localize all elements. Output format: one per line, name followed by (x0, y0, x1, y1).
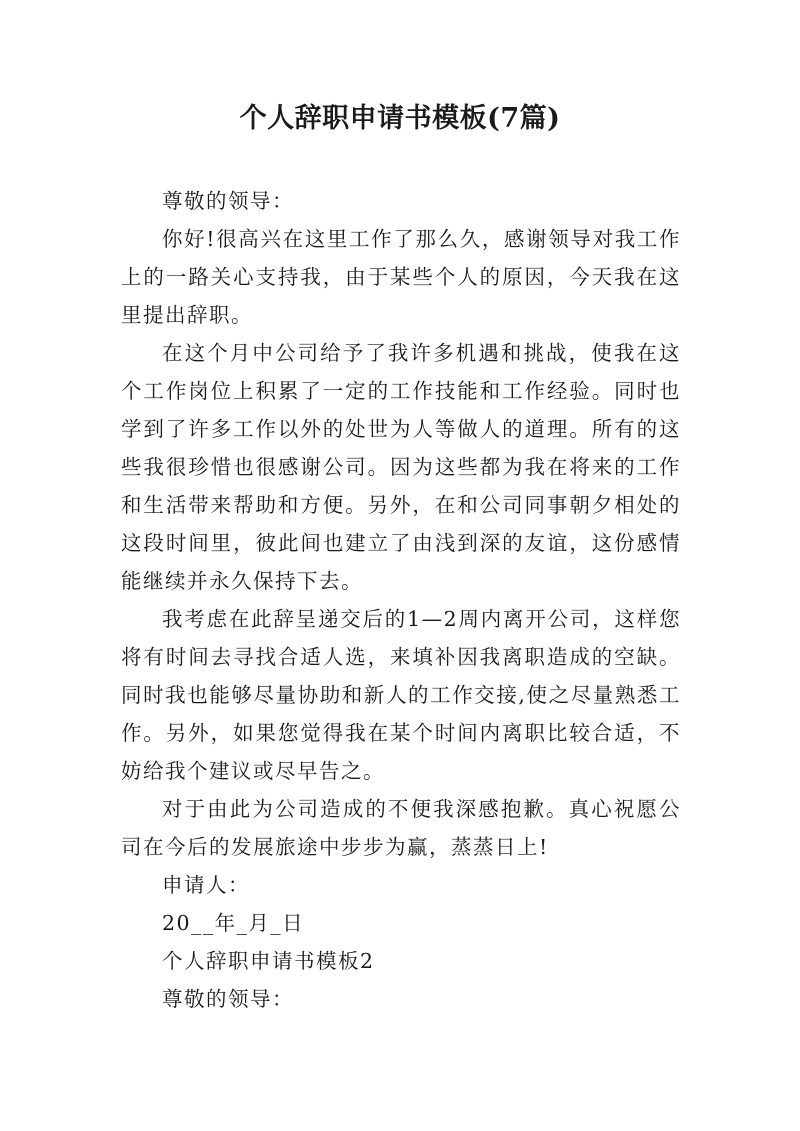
signature-date: 20__年_月_日 (162, 911, 305, 935)
salutation: 尊敬的领导： (162, 189, 294, 213)
body-paragraph-handover: 我考虑在此辞呈递交后的1—2周内离开公司，这样您将有时间去寻找合适人选，来填补因我离职造成的空缺。同时我也能够尽量协助和新人的工作交接,使之尽量熟悉工作。另外，如果您觉得我在某个时间内离职比较合适，不妨给我个建议或尽早告之。 (121, 607, 681, 783)
document-body (121, 182, 681, 1018)
section-heading-template-2: 个人辞职申请书模板2 (162, 949, 375, 973)
body-paragraph-greeting: 你好!很高兴在这里工作了那么久，感谢领导对我工作上的一路关心支持我，由于某些个人的原因，今天我在这里提出辞职。 (121, 227, 681, 327)
document-title: 个人辞职申请书模板(7篇) (239, 103, 561, 134)
body-paragraph-gratitude: 在这个月中公司给予了我许多机遇和挑战，使我在这个工作岗位上积累了一定的工作技能和工作经验。同时也学到了许多工作以外的处世为人等做人的道理。所有的这些我很珍惜也很感谢公司。因为这些都为我在将来的工作和生活带来帮助和方便。另外，在和公司同事朝夕相处的这段时间里，彼此间也建立了由浅到深的友谊，这份感情能继续并永久保持下去。 (121, 341, 681, 593)
body-paragraph-closing: 对于由此为公司造成的不便我深感抱歉。真心祝愿公司在今后的发展旅途中步步为赢，蒸蒸日上! (121, 797, 681, 859)
salutation-template-2: 尊敬的领导： (162, 987, 294, 1011)
signature-applicant: 申请人： (162, 873, 250, 897)
